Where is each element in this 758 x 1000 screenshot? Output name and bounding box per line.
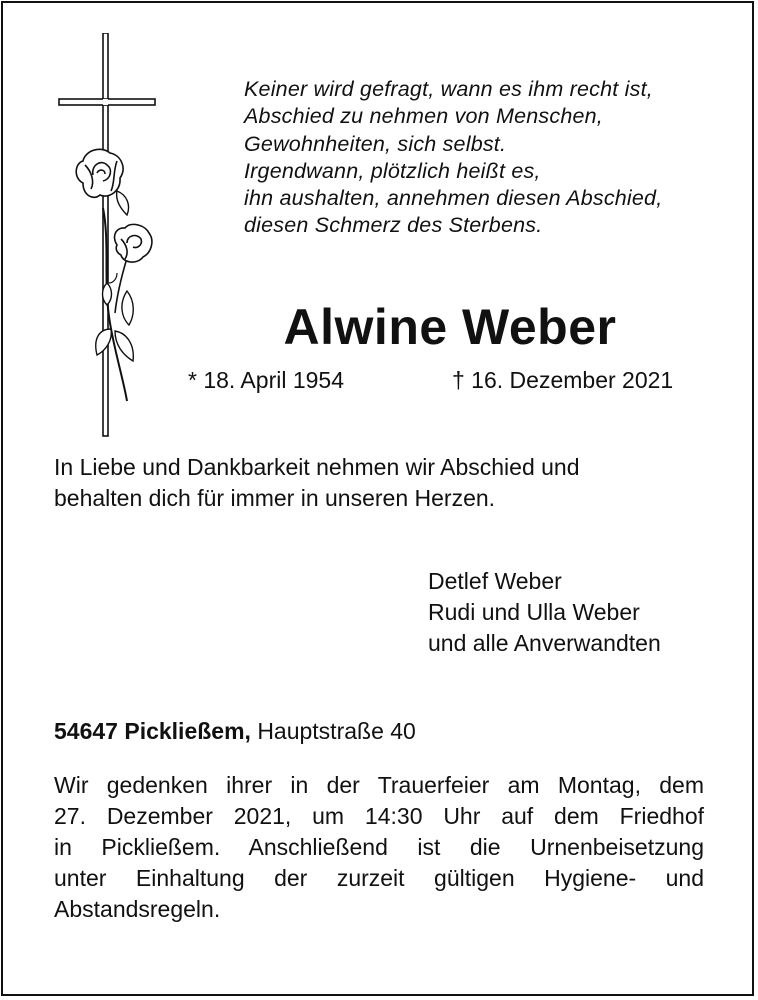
service-line: in Pickließem. Anschließend ist die Urnenbeisetzung <box>54 834 704 860</box>
poem-line: Keiner wird gefragt, wann es ihm recht ist, <box>244 77 653 101</box>
mourners-list <box>428 566 661 659</box>
mourner-line: und alle Anverwandten <box>428 630 661 656</box>
service-info <box>54 770 704 925</box>
service-line: unter Einhaltung der zurzeit gültigen Hygiene- und <box>54 865 704 891</box>
farewell-text <box>54 452 580 514</box>
poem <box>244 76 744 240</box>
farewell-line: In Liebe und Dankbarkeit nehmen wir Abschied und <box>54 454 580 480</box>
mourner-line: Detlef Weber <box>428 568 562 594</box>
poem-line: ihn aushalten, annehmen diesen Abschied, <box>244 186 663 211</box>
poem-line: diesen Schmerz des Sterbens. <box>244 213 543 238</box>
address-place: 54647 Pickließem, <box>54 718 251 744</box>
birth-date: * 18. April 1954 <box>188 367 345 393</box>
service-line: Abstandsregeln. <box>54 896 221 922</box>
poem-line: Gewohnheiten, sich selbst. <box>244 131 507 156</box>
cross-with-roses-icon <box>55 33 160 438</box>
death-date: † 16. Dezember 2021 <box>452 367 674 393</box>
address-street: Hauptstraße 40 <box>257 718 416 744</box>
farewell-line: behalten dich für immer in unseren Herzen. <box>54 485 496 511</box>
service-line: 27. Dezember 2021, um 14:30 Uhr auf dem Friedhof <box>54 803 704 829</box>
poem-line: Abschied zu nehmen von Menschen, <box>244 104 603 129</box>
deceased-name: Alwine Weber <box>283 299 617 355</box>
mourner-line: Rudi und Ulla Weber <box>428 599 640 625</box>
service-line: Wir gedenken ihrer in der Trauerfeier am Montag, dem <box>54 772 704 798</box>
poem-line: Irgendwann, plötzlich heißt es, <box>244 158 541 183</box>
address <box>54 716 416 747</box>
